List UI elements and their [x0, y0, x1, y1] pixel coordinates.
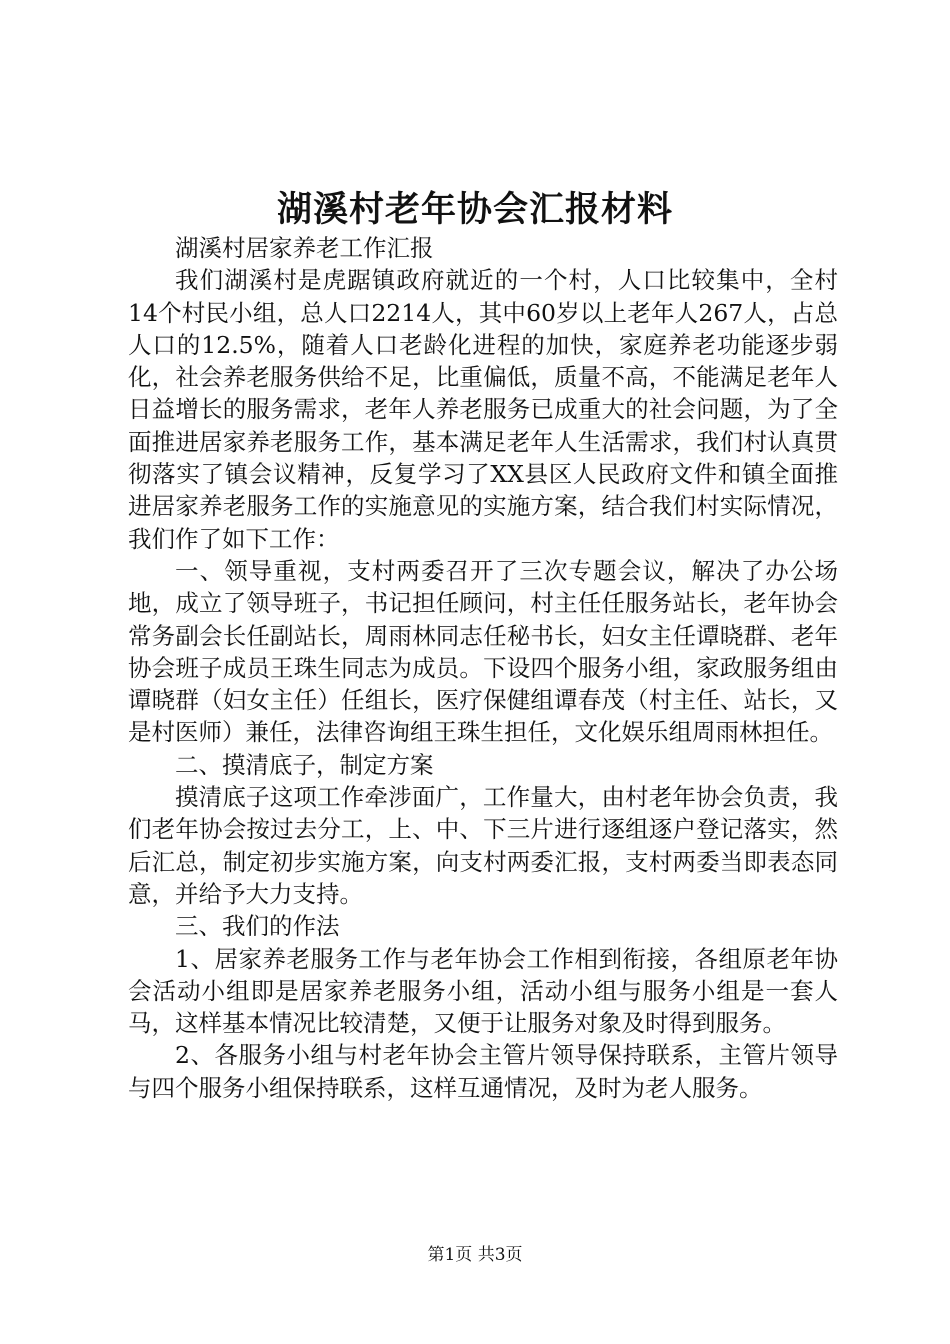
section-two-paragraph: 摸清底子这项工作牵涉面广，工作量大，由村老年协会负责，我们老年协会按过去分工，上、中、下三片进行逐组逐户登记落实，然后汇总，制定初步实施方案，向支村两委汇报，支村两委当即表态同意，并给予大力支持。	[128, 783, 838, 908]
method-item-1: 1、居家养老服务工作与老年协会工作相到衔接，各组原老年协会活动小组即是居家养老服务小组，活动小组与服务小组是一套人马，这样基本情况比较清楚，又便于让服务对象及时得到服务。	[128, 944, 838, 1038]
document-body	[128, 232, 838, 1104]
method-item-2: 2、各服务小组与村老年协会主管片领导保持联系，主管片领导与四个服务小组保持联系，这样互通情况，及时为老人服务。	[128, 1041, 838, 1102]
section-one-paragraph: 一、领导重视，支村两委召开了三次专题会议，解决了办公场地，成立了领导班子，书记担任顾问，村主任任服务站长，老年协会常务副会长任副站长，周雨林同志任秘书长，妇女主任谭晓群、老年协会班子成员王珠生同志为成员。下设四个服务小组，家政服务组由谭晓群（妇女主任）任组长，医疗保健组谭春茂（村主任、站长，又是村医师）兼任，法律咨询组王珠生担任，文化娱乐组周雨林担任。	[128, 556, 838, 747]
intro-paragraph: 我们湖溪村是虎踞镇政府就近的一个村，人口比较集中，全村14个村民小组，总人口2214人，其中60岁以上老年人267人，占总人口的12.5%，随着人口老龄化进程的加快，家庭养老功能逐步弱化，社会养老服务供给不足，比重偏低，质量不高，不能满足老年人日益增长的服务需求，老年人养老服务已成重大的社会问题，为了全面推进居家养老服务工作，基本满足老年人生活需求，我们村认真贯彻落实了镇会议精神，反复学习了XX县区人民政府文件和镇全面推进居家养老服务工作的实施意见的实施方案，结合我们村实际情况，我们作了如下工作：	[128, 266, 838, 553]
document-title: 湖溪村老年协会汇报材料	[276, 189, 673, 230]
report-subtitle: 湖溪村居家养老工作汇报	[175, 234, 434, 262]
page-number-footer: 第1页 共3页	[427, 1245, 523, 1265]
section-two-heading: 二、摸清底子，制定方案	[175, 750, 434, 779]
section-three-heading: 三、我们的作法	[175, 912, 340, 941]
